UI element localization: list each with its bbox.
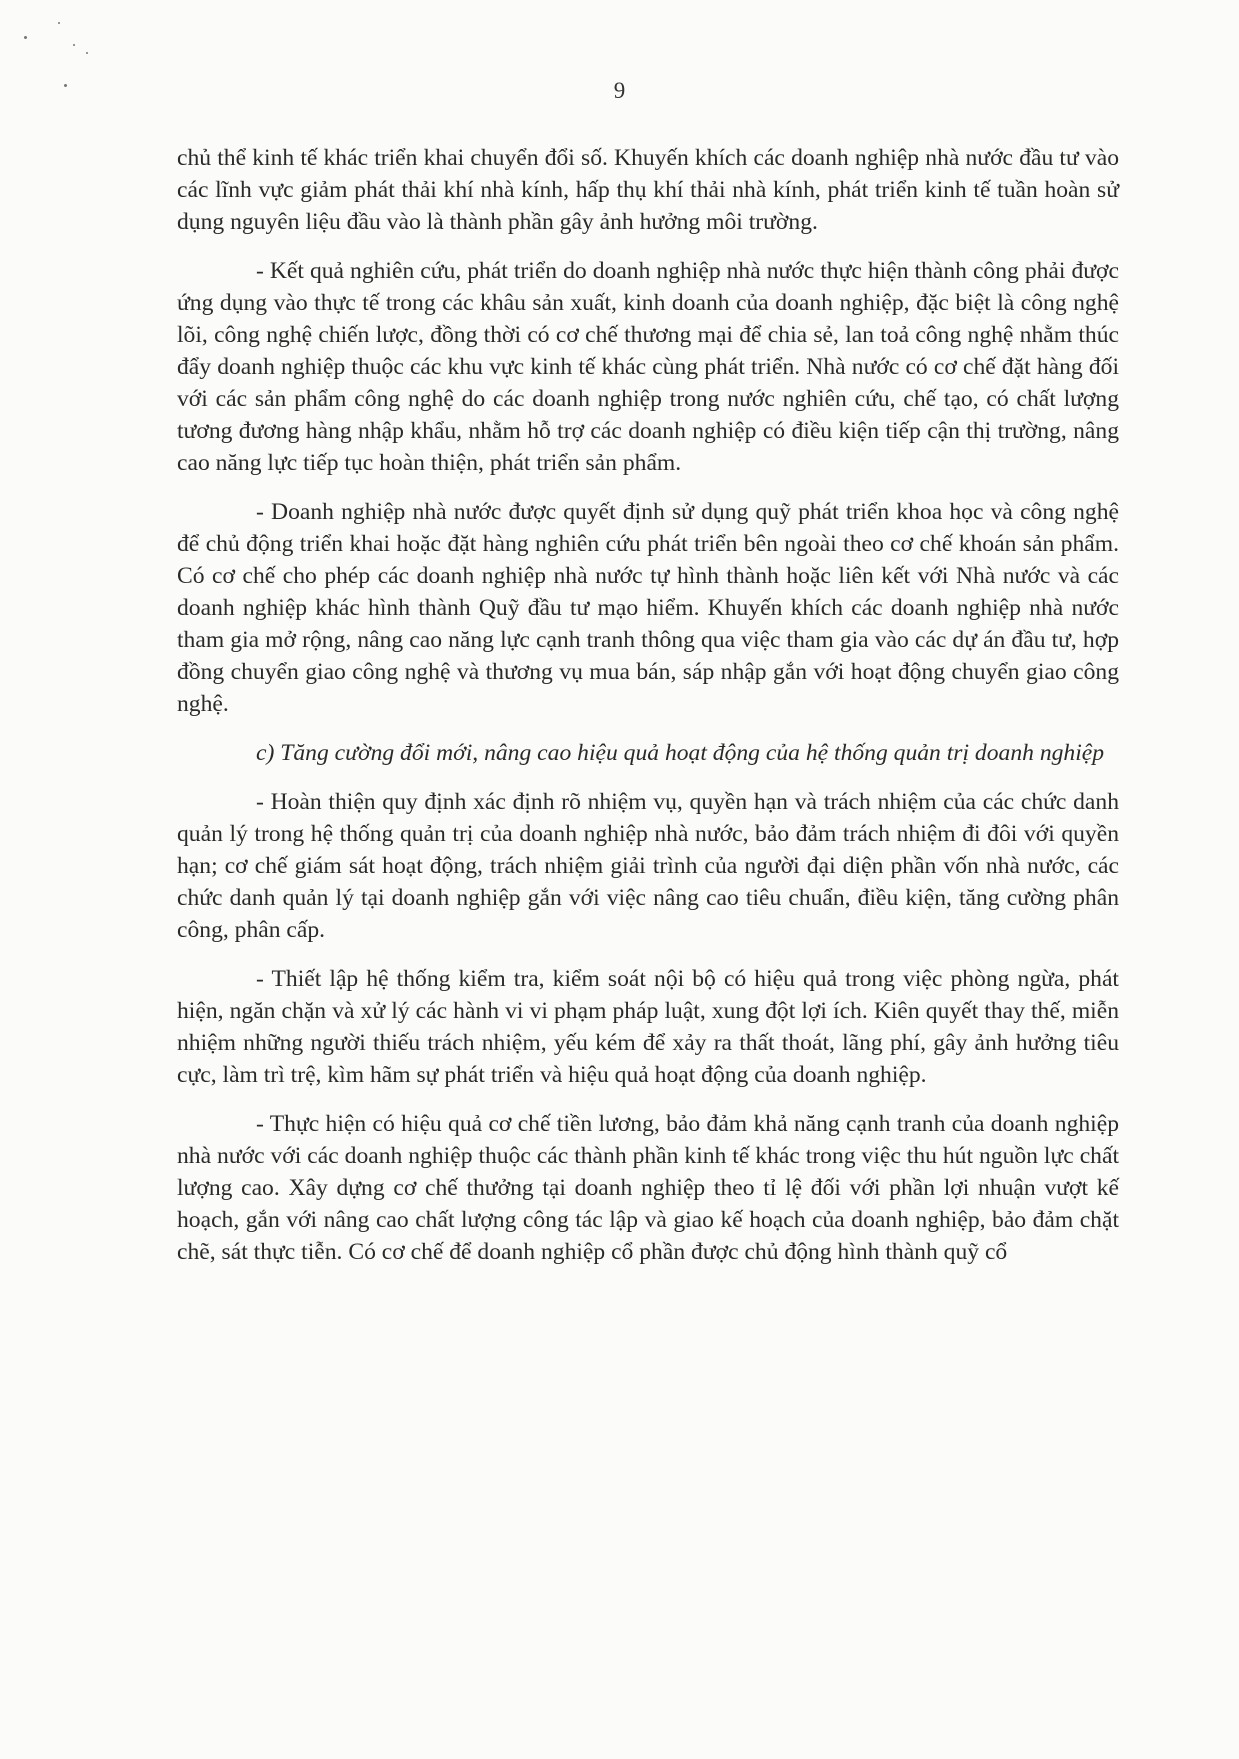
scan-speck [58, 22, 60, 24]
paragraph-internal-control: - Thiết lập hệ thống kiểm tra, kiểm soát nội bộ có hiệu quả trong việc phòng ngừa, phát hiện, ngăn chặn và xử lý các hành vi vi phạm pháp luật, xung đột lợi ích. Kiên quyết thay thế, miễn nhiệm những người thiếu trách nhiệm, yếu kém để xảy ra thất thoát, lãng phí, gây ảnh hưởng tiêu cực, làm trì trệ, kìm hãm sự phát triển và hiệu quả hoạt động của doanh nghiệp. [177, 966, 1119, 1088]
scan-speck [24, 36, 27, 39]
paragraph-research-results: - Kết quả nghiên cứu, phát triển do doanh nghiệp nhà nước thực hiện thành công phải được ứng dụng vào thực tế trong các khâu sản xuất, kinh doanh của doanh nghiệp, đặc biệt là công nghệ lõi, công nghệ chiến lược, đồng thời có cơ chế thương mại để chia sẻ, lan toả công nghệ nhằm thúc đẩy doanh nghiệp thuộc các khu vực kinh tế khác cùng phát triển. Nhà nước có cơ chế đặt hàng đối với các sản phẩm công nghệ do các doanh nghiệp trong nước nghiên cứu, chế tạo, có chất lượng tương đương hàng nhập khẩu, nhằm hỗ trợ các doanh nghiệp có điều kiện tiếp cận thị trường, nâng cao năng lực tiếp tục hoàn thiện, phát triển sản phẩm. [177, 258, 1119, 476]
paragraph-management-duties: - Hoàn thiện quy định xác định rõ nhiệm vụ, quyền hạn và trách nhiệm của các chức danh quản lý trong hệ thống quản trị của doanh nghiệp nhà nước, bảo đảm trách nhiệm đi đôi với quyền hạn; cơ chế giám sát hoạt động, trách nhiệm giải trình của người đại diện phần vốn nhà nước, các chức danh quản lý tại doanh nghiệp gắn với việc nâng cao tiêu chuẩn, điều kiện, tăng cường phân công, phân cấp. [177, 789, 1119, 943]
paragraph-science-fund: - Doanh nghiệp nhà nước được quyết định sử dụng quỹ phát triển khoa học và công nghệ để chủ động triển khai hoặc đặt hàng nghiên cứu phát triển bên ngoài theo cơ chế khoán sản phẩm. Có cơ chế cho phép các doanh nghiệp nhà nước tự hình thành hoặc liên kết với Nhà nước và các doanh nghiệp khác hình thành Quỹ đầu tư mạo hiểm. Khuyến khích các doanh nghiệp nhà nước tham gia mở rộng, nâng cao năng lực cạnh tranh thông qua việc tham gia vào các dự án đầu tư, hợp đồng chuyển giao công nghệ và thương vụ mua bán, sáp nhập gắn với hoạt động chuyển giao công nghệ. [177, 499, 1119, 717]
section-heading-c: c) Tăng cường đổi mới, nâng cao hiệu quả hoạt động của hệ thống quản trị doanh nghiệp [256, 740, 1105, 766]
paragraph-salary-mechanism: - Thực hiện có hiệu quả cơ chế tiền lương, bảo đảm khả năng cạnh tranh của doanh nghiệp nhà nước với các doanh nghiệp thuộc các thành phần kinh tế khác trong việc thu hút nguồn lực chất lượng cao. Xây dựng cơ chế thưởng tại doanh nghiệp theo tỉ lệ đối với phần lợi nhuận vượt kế hoạch, gắn với nâng cao chất lượng công tác lập và giao kế hoạch của doanh nghiệp, bảo đảm chặt chẽ, sát thực tiễn. Có cơ chế để doanh nghiệp cổ phần được chủ động hình thành quỹ cổ [177, 1111, 1119, 1265]
paragraph-continuation: chủ thể kinh tế khác triển khai chuyển đổi số. Khuyến khích các doanh nghiệp nhà nước đầu tư vào các lĩnh vực giảm phát thải khí nhà kính, hấp thụ khí thải nhà kính, phát triển kinh tế tuần hoàn sử dụng nguyên liệu đầu vào là thành phần gây ảnh hưởng môi trường. [177, 145, 1119, 235]
scan-speck [86, 52, 88, 54]
scan-speck [73, 44, 75, 46]
page-number: 9 [613, 78, 626, 103]
document-body [177, 142, 1119, 1285]
